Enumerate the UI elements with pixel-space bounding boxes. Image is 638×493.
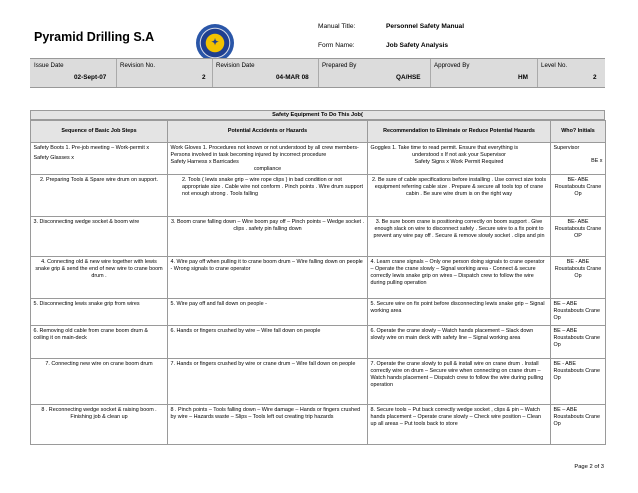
equip-cell-2d: compliance [253,165,282,172]
equip-cell-3a: Goggles 1. Take time to read permit. Ensure that everything is [370,144,519,151]
table-row [31,405,606,445]
equip-cell-4b: BE x [591,157,603,164]
recommendation-cell: 5. Secure wire on fix point before disconnecting lewis snake grip – Signal working area [368,299,551,326]
equip-cell-4a: Supervisor [553,144,580,151]
step-cell: 6. Removing old cable from crane boom drum & coiling it on main-deck [31,326,168,359]
recommendation-cell: 7. Operate the crane slowly to pull & install wire on crane drum . Install correctly wire on drum – Secure wire when connecting on crane drum – Watch hands placement – Dispatch crew to follow the wire during pulling operation [368,359,551,405]
level-no-value: 2 [593,74,597,81]
who-cell: BE - ABE Roustabouts Crane Op [551,359,606,405]
manual-title-value: Personnel Safety Manual [386,23,465,30]
revision-date-value: 04-MAR 08 [276,74,309,81]
step-cell: 2. Preparing Tools & Spare wire drum on support. [31,175,168,217]
table-row [31,175,606,217]
approved-by-value: HM [518,74,528,81]
header-steps: Sequence of Basic Job Steps [31,121,168,143]
hazard-cell: 5. Wire pay off and fall down on people - [168,299,368,326]
form-name-value: Job Safety Analysis [386,42,449,49]
revision-no-value: 2 [202,74,206,81]
equipment-row [31,143,606,175]
who-cell: BE – ABE Roustabouts Crane Op [551,299,606,326]
equip-cell-2a: Work Gloves 1. Procedures not known or not understood by all crew members- [170,144,359,151]
equip-cell-3b: understood x If not ask your Supervisor [412,151,506,158]
recommendation-cell: 4. Learn crane signals – Only one person doing signals to crane operator – Operate the crane slowly – Signal working area - Connect & secure correctly lewis snake grip on wires – Dispatch crew to follow the wire during pulling operation [368,257,551,299]
company-name: Pyramid Drilling S.A [34,30,155,44]
table-row [31,299,606,326]
manual-title-label: Manual Title: [318,23,356,30]
equip-cell-2c: Safety Harness x Barricades [170,158,239,165]
job-safety-table [30,120,606,445]
step-cell: 3. Disconnecting wedge socket & boom wire [31,217,168,257]
table-row [31,217,606,257]
equip-cell-1b: Safety Glasses x [33,154,74,161]
hazard-cell: 8 . Pinch points – Tools falling down – Wire damage – Hands or fingers crushed by wire – Hazards waste – Slips – Tools left out creating trip hazards [168,405,368,445]
hazard-cell: 4. Wire pay off when pulling it to crane boom drum – Wire falling down on people - Wrong signals to crane operator [168,257,368,299]
header-recommendation: Recommendation to Eliminate or Reduce Potential Hazards [368,121,551,143]
step-cell: 5. Disconnecting lewis snake grip from wires [31,299,168,326]
prepared-by-value: QA/HSE [396,74,421,81]
equip-cell-1a: Safety Boots 1. Pre-job meeting – Work-permit x [33,144,150,151]
step-cell: 4. Connecting old & new wire together with lewis snake grip & send the end of new wire to crane boom drum . [31,257,168,299]
equip-cell-2b: Persons involved in task becoming injured by incorrect procedure [170,151,327,158]
equip-cell-3c: Safety Signs x Work Permit Required [414,158,504,165]
table-row [31,359,606,405]
step-cell: 8 . Reconnecting wedge socket & raising boom . Finishing job & clean up [31,405,168,445]
who-cell: BE – ABE Roustabouts Crane Op [551,326,606,359]
revision-no-label: Revision No. [120,62,156,69]
section-title: Safety Equipment To Do This Job( [30,110,605,120]
who-cell: BE- ABE Roustabouts Crane OP [551,217,606,257]
recommendation-cell: 2. Be sure of cable specifications before installing . Use correct size tools equipment referring cable size . Prepare & secure all tools top of crane cabin . Be sure wire drum is on the right way [368,175,551,217]
who-cell: BE – ABE Roustabouts Crane Op [551,405,606,445]
page-number: Page 2 of 3 [574,464,604,470]
step-cell: 7. Connecting new wire on crane boom drum [31,359,168,405]
hazard-cell: 7. Hands or fingers crushed by wire or crane drum – Wire fall down on people [168,359,368,405]
issue-date-label: Issue Date [34,62,64,69]
table-row [31,326,606,359]
who-cell: BE- ABE Roustabouts Crane Op [551,175,606,217]
hazard-cell: 2. Tools ( lewis snake grip – wire rope clips ) in bad condition or not appropriate size . Cable wire not conform . Pinch points . Wire drum support not enough strong . Tools falling [168,175,368,217]
recommendation-cell: 6. Operate the crane slowly – Watch hands placement – Slack down slowly wire on main deck with safety line – Signal working area [368,326,551,359]
approved-by-label: Approved By [434,62,470,69]
header-hazards: Potential Accidents or Hazards [168,121,368,143]
company-logo: ✦ [196,24,234,62]
table-row [31,257,606,299]
recommendation-cell: 8. Secure tools – Put back correctly wedge socket , clips & pin – Watch hands placement – Operate crane slowly – Check wire position – Clean up all areas – Put tools back to store [368,405,551,445]
form-name-label: Form Name: [318,42,355,49]
hazard-cell: 6. Hands or fingers crushed by wire – Wire fall down on people [168,326,368,359]
level-no-label: Level No. [541,62,568,69]
recommendation-cell: 3. Be sure boom crane is positioning correctly on boom support . Give enough slack on wire to disconnect safely . Secure wire to a fix point to prevent any wire pay off . Secure & remove slowly socket . clips and pin [368,217,551,257]
header-who: Who? Initials [551,121,606,143]
prepared-by-label: Prepared By [322,62,357,69]
who-cell: BE - ABE Roustabouts Crane Op [551,257,606,299]
document-info-band [30,58,605,88]
hazard-cell: 3. Boom crane falling down – Wire boom pay off – Pinch points – Wedge socket . clips . safety pin falling down [168,217,368,257]
revision-date-label: Revision Date [216,62,255,69]
issue-date-value: 02-Sept-07 [74,74,107,81]
